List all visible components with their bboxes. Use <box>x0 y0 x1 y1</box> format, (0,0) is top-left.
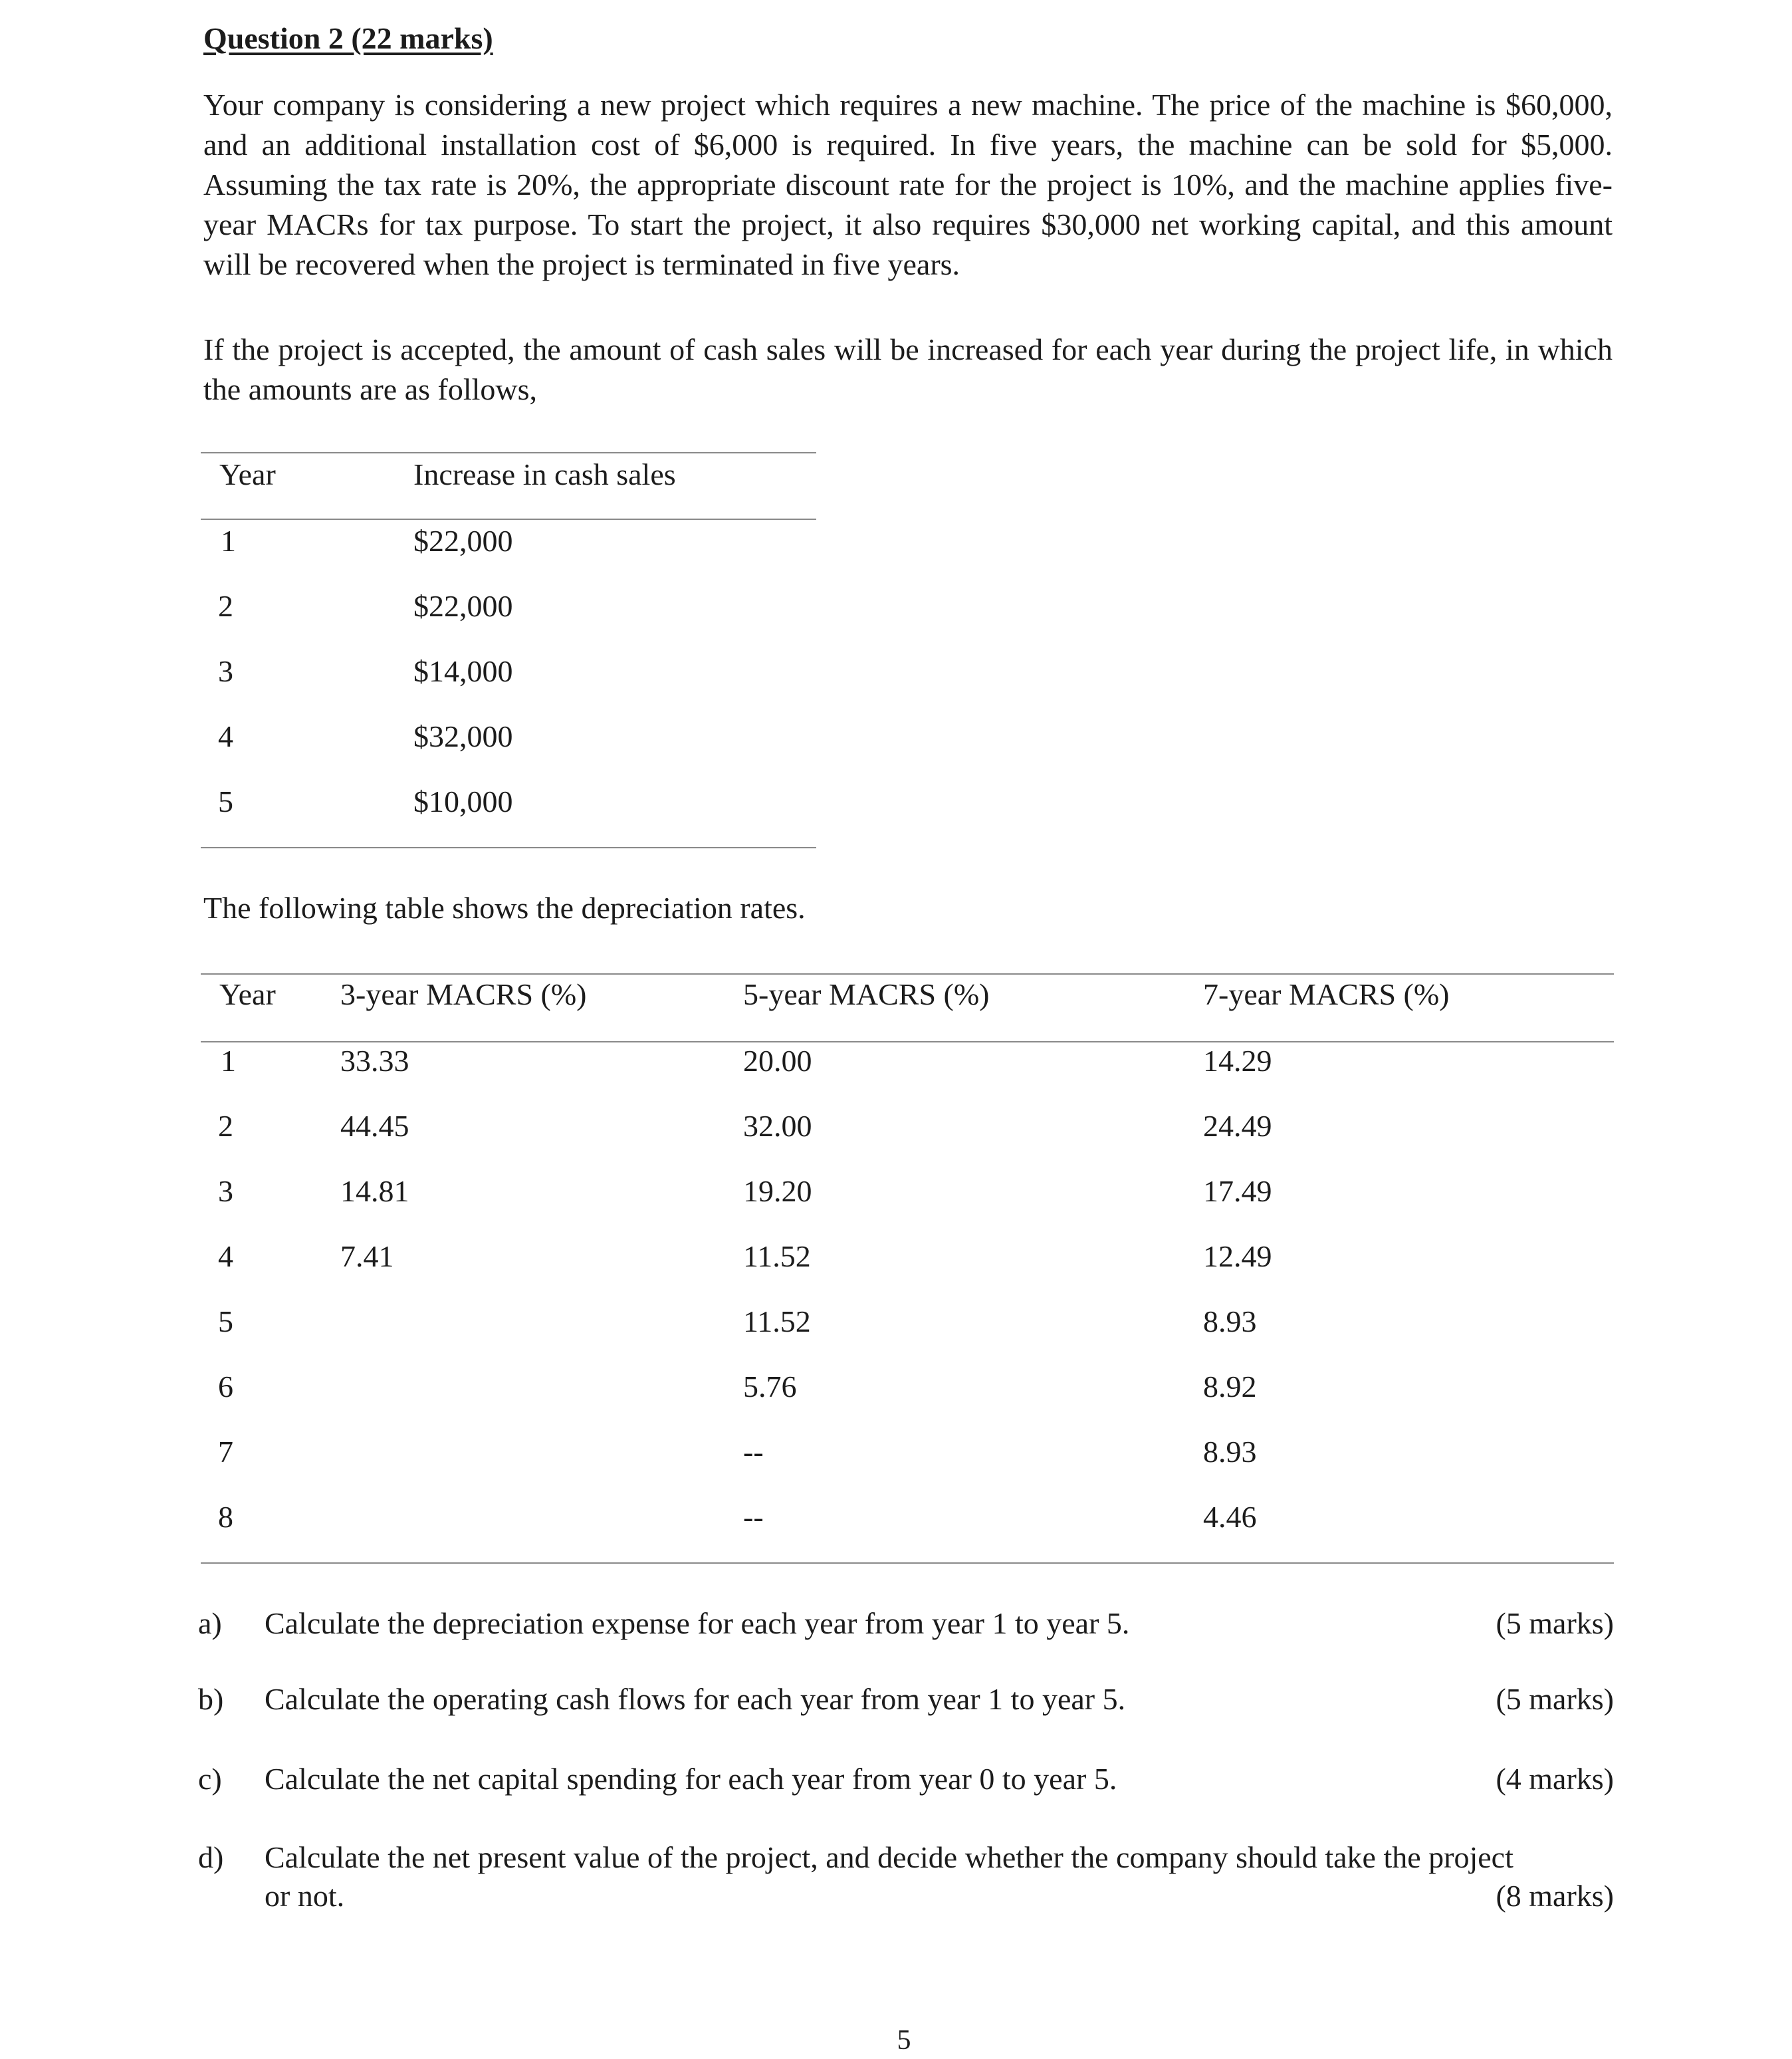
macrs-row-5yr: -- <box>743 1435 764 1469</box>
sub-question-letter: d) <box>198 1840 224 1874</box>
table-bottom-rule <box>201 847 816 848</box>
macrs-row-7yr: 17.49 <box>1203 1174 1272 1208</box>
macrs-row-5yr: 11.52 <box>743 1239 811 1273</box>
sales-row-year: 3 <box>218 654 233 688</box>
macrs-row-7yr: 8.93 <box>1203 1435 1257 1469</box>
macrs-row-3yr: 33.33 <box>340 1044 409 1078</box>
sales-row-year: 5 <box>218 785 233 818</box>
sales-row-amount: $32,000 <box>413 719 513 753</box>
macrs-row-7yr: 4.46 <box>1203 1500 1257 1534</box>
depreciation-intro-paragraph: The following table shows the depreciation rates. <box>203 891 806 925</box>
macrs-row-7yr: 12.49 <box>1203 1239 1272 1273</box>
macrs-header-7yr: 7-year MACRS (%) <box>1203 977 1450 1011</box>
macrs-header-5yr: 5-year MACRS (%) <box>743 977 990 1011</box>
macrs-row-year: 6 <box>218 1370 233 1403</box>
table-header-rule <box>201 1041 1614 1042</box>
sub-question-marks: (8 marks) <box>1496 1879 1614 1913</box>
question-title: Question 2 (22 marks) <box>203 21 493 55</box>
macrs-row-5yr: 32.00 <box>743 1109 812 1143</box>
sales-row-year: 2 <box>218 589 233 623</box>
macrs-row-5yr: 19.20 <box>743 1174 812 1208</box>
macrs-row-5yr: 11.52 <box>743 1304 811 1338</box>
table-top-rule <box>201 452 816 453</box>
sales-row-amount: $22,000 <box>413 524 513 558</box>
page-number: 5 <box>897 2025 911 2056</box>
macrs-row-year: 3 <box>218 1174 233 1208</box>
macrs-row-3yr: 14.81 <box>340 1174 409 1208</box>
sub-question-marks: (5 marks) <box>1496 1682 1614 1716</box>
macrs-row-year: 4 <box>218 1239 233 1273</box>
sub-question-marks: (5 marks) <box>1496 1606 1614 1640</box>
sub-question-marks: (4 marks) <box>1496 1762 1614 1796</box>
sales-row-amount: $22,000 <box>413 589 513 623</box>
table-header-rule <box>201 519 816 520</box>
table-bottom-rule <box>201 1562 1614 1564</box>
macrs-row-year: 1 <box>221 1044 236 1078</box>
sub-question-text: Calculate the depreciation expense for each year from year 1 to year 5. <box>265 1606 1130 1640</box>
sales-header-increase: Increase in cash sales <box>413 457 676 491</box>
macrs-row-7yr: 8.92 <box>1203 1370 1257 1403</box>
sales-row-amount: $10,000 <box>413 785 513 818</box>
macrs-row-year: 7 <box>218 1435 233 1469</box>
sales-row-year: 1 <box>221 524 236 558</box>
macrs-row-5yr: 5.76 <box>743 1370 797 1403</box>
macrs-row-3yr: 44.45 <box>340 1109 409 1143</box>
sales-row-amount: $14,000 <box>413 654 513 688</box>
sub-question-text: or not. <box>265 1879 345 1913</box>
macrs-row-7yr: 8.93 <box>1203 1304 1257 1338</box>
question-intro-paragraph: Your company is considering a new project which requires a new machine. The price of the machine is $60,000, and an additional installation cost of $6,000 is required. In five years, the machine can be sold for $5,000. Assuming the tax rate is 20%, the appropriate discount rate for the project is 10%, and the machine applies five-year MACRs for tax purpose. To start the project, it also requires $30,000 net working capital, and this amount will be recovered when the project is terminated in five years. <box>203 88 1613 281</box>
macrs-header-3yr: 3-year MACRS (%) <box>340 977 587 1011</box>
sub-question-text: Calculate the net present value of the project, and decide whether the company should take the project <box>265 1840 1513 1874</box>
macrs-row-5yr: 20.00 <box>743 1044 812 1078</box>
macrs-row-5yr: -- <box>743 1500 764 1534</box>
sales-intro-paragraph: If the project is accepted, the amount of cash sales will be increased for each year during the project life, in which the amounts are as follows, <box>203 332 1613 406</box>
table-top-rule <box>201 973 1614 975</box>
sub-question-text: Calculate the net capital spending for each year from year 0 to year 5. <box>265 1762 1117 1796</box>
sales-header-year: Year <box>219 457 276 491</box>
sub-question-letter: a) <box>198 1606 222 1640</box>
sales-row-year: 4 <box>218 719 233 753</box>
sub-question-letter: b) <box>198 1682 224 1716</box>
macrs-row-year: 2 <box>218 1109 233 1143</box>
sub-question-text: Calculate the operating cash flows for each year from year 1 to year 5. <box>265 1682 1126 1716</box>
macrs-row-year: 5 <box>218 1304 233 1338</box>
macrs-row-year: 8 <box>218 1500 233 1534</box>
macrs-row-3yr: 7.41 <box>340 1239 394 1273</box>
macrs-row-7yr: 14.29 <box>1203 1044 1272 1078</box>
sub-question-letter: c) <box>198 1762 222 1796</box>
macrs-header-year: Year <box>219 977 276 1011</box>
macrs-row-7yr: 24.49 <box>1203 1109 1272 1143</box>
